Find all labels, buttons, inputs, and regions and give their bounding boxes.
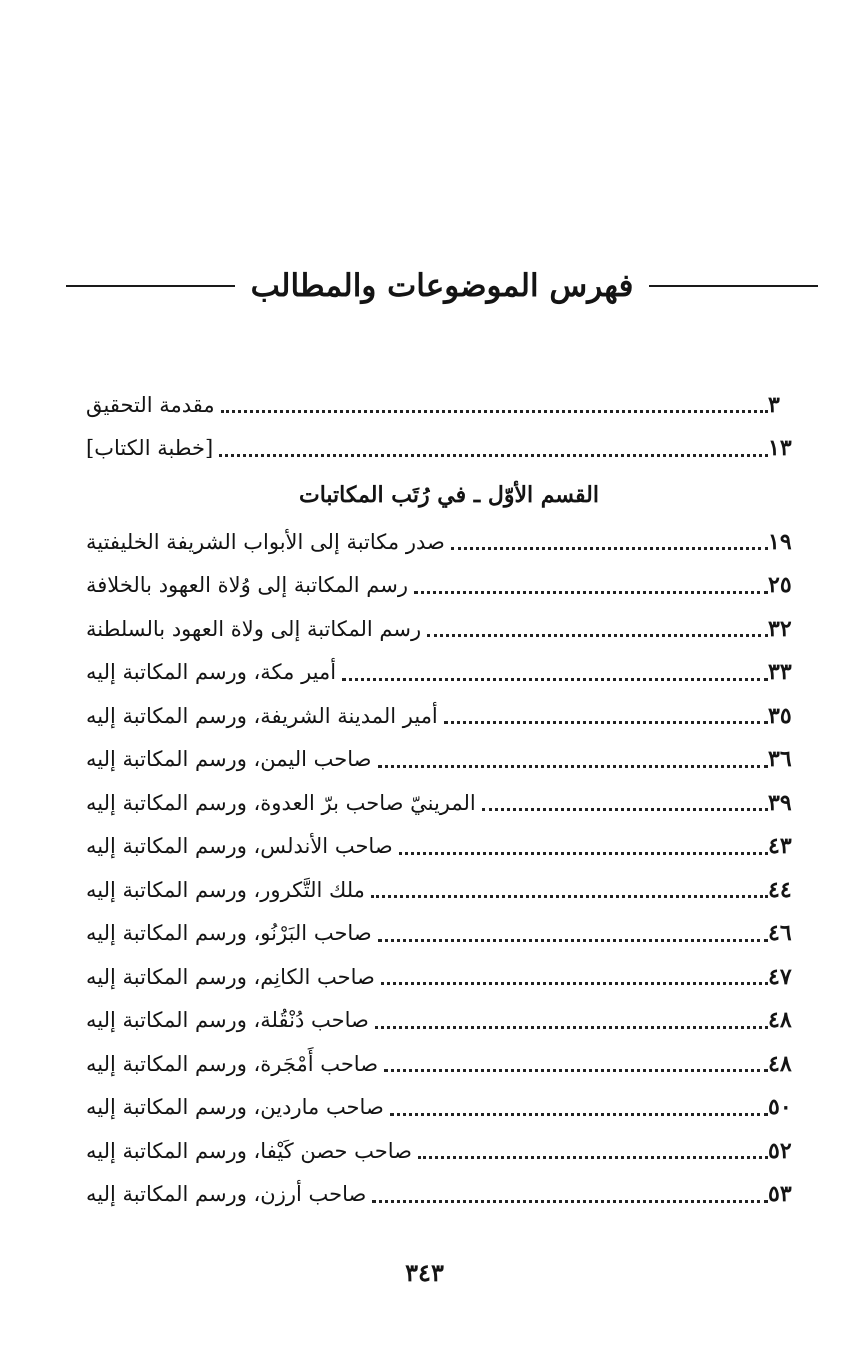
toc-entry (78, 868, 820, 912)
toc-entry-title: أمير مكة، ورسم المكاتبة إليه (86, 660, 337, 685)
toc-entry (78, 564, 820, 608)
toc-entry-page: ٤٣ (768, 833, 792, 860)
dot-leader (444, 721, 768, 724)
toc-entry-page: ٣٢ (768, 615, 792, 642)
toc-entry (78, 912, 820, 956)
toc-entry (78, 520, 820, 564)
toc-entry (78, 825, 820, 869)
toc-entry (78, 738, 820, 782)
toc-entry-title: صاحب حصن كَيْفا، ورسم المكاتبة إليه (86, 1138, 413, 1163)
toc-entry-page: ١٣ (768, 435, 792, 462)
toc-entry-page: ٢٥ (768, 572, 792, 599)
toc-entry-page: ٥٣ (768, 1181, 792, 1208)
dot-leader (384, 1069, 768, 1072)
toc-entry-title: صاحب البَرْنُو، ورسم المكاتبة إليه (86, 921, 372, 946)
toc-entry (78, 694, 820, 738)
toc-entry-title: ملك التَّكرور، ورسم المكاتبة إليه (86, 877, 365, 902)
toc-entry-title: صاحب أرزن، ورسم المكاتبة إليه (86, 1182, 367, 1207)
toc-entry (78, 955, 820, 999)
toc-entry-page: ٣٩ (768, 789, 792, 816)
toc-entry-page: ٣٦ (768, 746, 792, 773)
dot-leader (381, 982, 768, 985)
toc-entry-title: صاحب ماردين، ورسم المكاتبة إليه (86, 1095, 384, 1120)
toc-entry-page: ٤٦ (768, 920, 792, 947)
toc-entry (78, 651, 820, 695)
dot-leader (399, 852, 768, 855)
toc-entry-page: ٣٥ (768, 702, 792, 729)
toc-entry-page: ١٩ (768, 528, 792, 555)
dot-leader (390, 1113, 768, 1116)
toc-entry-page: ٥٢ (768, 1137, 792, 1164)
toc-entry (78, 1129, 820, 1173)
toc-entry-title: المرينيّ صاحب برّ العدوة، ورسم المكاتبة إليه (86, 790, 476, 815)
toc-entry (78, 383, 820, 427)
toc-entry-title: أمير المدينة الشريفة، ورسم المكاتبة إليه (86, 703, 438, 728)
dot-leader (221, 410, 768, 413)
toc-entry-title: صاحب الأندلس، ورسم المكاتبة إليه (86, 834, 393, 859)
title-rule-left (66, 285, 235, 287)
toc-entry-title: [خطبة الكتاب] (86, 436, 214, 461)
dot-leader (414, 591, 768, 594)
toc-entry (78, 427, 820, 471)
toc-entry-page: ٣٣ (768, 659, 792, 686)
section-heading: القسم الأوّل ـ في رُتَب المكاتبات (299, 482, 599, 508)
toc-entry-title: صاحب دُنْقُلة، ورسم المكاتبة إليه (86, 1008, 369, 1033)
toc-entry-page: ٣ (768, 391, 780, 418)
dot-leader (418, 1156, 768, 1159)
dot-leader (378, 939, 768, 942)
index-title-row (66, 258, 818, 314)
dot-leader (451, 547, 768, 550)
toc-entry-title: رسم المكاتبة إلى ولاة العهود بالسلطنة (86, 616, 422, 641)
toc-entry (78, 1173, 820, 1217)
toc-entry (78, 781, 820, 825)
dot-leader (372, 1200, 768, 1203)
toc-entry (78, 1086, 820, 1130)
dot-leader (219, 454, 768, 457)
table-of-contents (78, 383, 820, 1216)
toc-entry (78, 607, 820, 651)
toc-entry-title: صاحب اليمن، ورسم المكاتبة إليه (86, 747, 372, 772)
dot-leader (342, 678, 768, 681)
toc-entry (78, 999, 820, 1043)
toc-entry-title: صاحب الكانِم، ورسم المكاتبة إليه (86, 964, 375, 989)
page-number: ٣٤٣ (405, 1258, 444, 1287)
dot-leader (427, 634, 768, 637)
toc-entry-title: صدر مكاتبة إلى الأبواب الشريفة الخليفتية (86, 529, 445, 554)
toc-entry-title: صاحب أَمْجَرة، ورسم المكاتبة إليه (86, 1051, 379, 1076)
toc-entry-page: ٤٨ (768, 1050, 792, 1077)
dot-leader (375, 1026, 768, 1029)
toc-entry-title: رسم المكاتبة إلى وُلاة العهود بالخلافة (86, 573, 409, 598)
toc-entry-page: ٤٧ (768, 963, 792, 990)
toc-entry-page: ٤٨ (768, 1007, 792, 1034)
toc-entry (78, 1042, 820, 1086)
dot-leader (378, 765, 769, 768)
page-title: فهرس الموضوعات والمطالب (250, 268, 634, 304)
title-rule-right (649, 285, 818, 287)
toc-entry-page: ٥٠ (768, 1094, 792, 1121)
dot-leader (482, 808, 768, 811)
toc-entry-title: مقدمة التحقيق (86, 392, 215, 417)
dot-leader (371, 895, 768, 898)
toc-entry-page: ٤٤ (768, 876, 792, 903)
